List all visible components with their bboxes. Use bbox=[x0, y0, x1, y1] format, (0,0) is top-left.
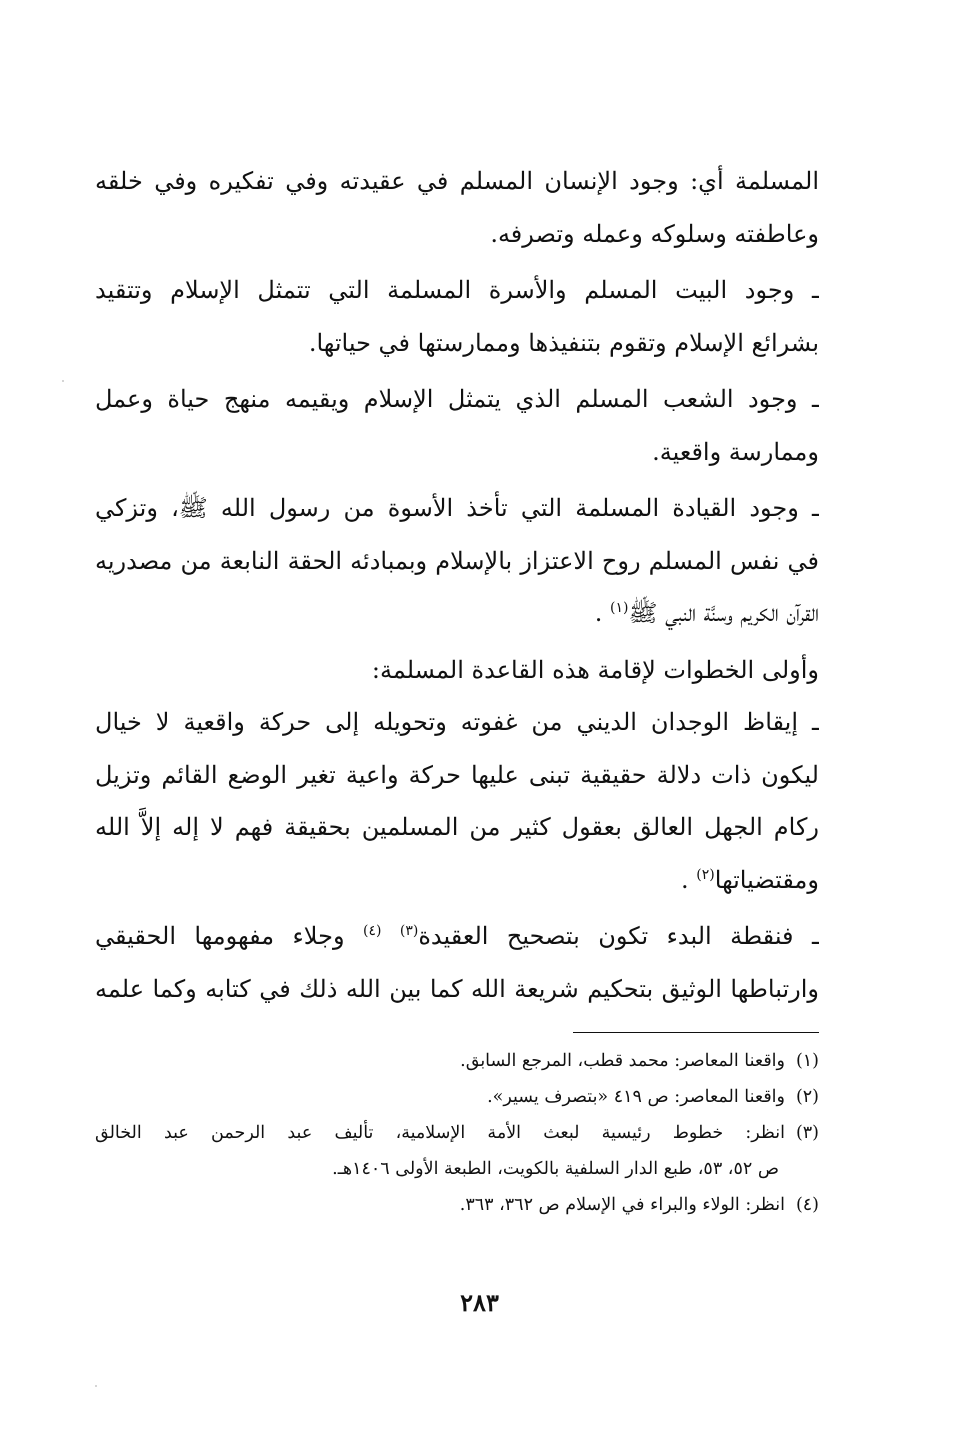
footnote-number: (١) bbox=[795, 1051, 819, 1071]
footnote-item bbox=[95, 1079, 819, 1115]
text-line: وعاطفته وسلوكه وعمله وتصرفه. bbox=[490, 219, 819, 248]
text-line: ليكون ذات دلالة حقيقية تبنى عليها حركة واعية تغير الوضع القائم وتزيل bbox=[95, 760, 819, 789]
sentence-end: . bbox=[594, 599, 603, 627]
text-line: بشرائع الإسلام وتقوم بتنفيذها وممارستها في حياتها. bbox=[308, 328, 819, 357]
footnote-number: (٤) bbox=[795, 1195, 819, 1215]
text-line: ـ وجود الشعب المسلم الذي يتمثل الإسلام ويقيمه منهج حياة وعمل bbox=[95, 385, 819, 413]
text-line: في نفس المسلم روح الاعتزاز بالإسلام وبمبادئه الحقة النابعة من مصدريه bbox=[95, 546, 819, 575]
text-line: وممارسة واقعية. bbox=[652, 437, 819, 466]
footnote-text: انظر: خطوط رئيسية لبعث الأمة الإسلامية، تأليف عبد الرحمن عبد الخالق bbox=[95, 1123, 785, 1143]
text-line: ركام الجهل العالق بعقول كثير من المسلمين بحقيقة فهم لا إله إلاَّ الله bbox=[95, 813, 819, 841]
footnote-item bbox=[95, 1115, 819, 1151]
text-line bbox=[95, 587, 819, 640]
text-line: ـ وجود البيت المسلم والأسرة المسلمة التي تتمثل الإسلام وتتقيد bbox=[95, 276, 819, 304]
text-fragment: وجلاء مفهومها الحقيقي bbox=[95, 922, 345, 950]
footnote-text: انظر: الولاء والبراء في الإسلام ص ٣٦٢، ٣٦٣. bbox=[459, 1195, 785, 1215]
text-line: وارتباطها الوثيق بتحكيم شريعة الله كما بين الله ذلك في كتابه وكما علمه bbox=[95, 974, 819, 1003]
footnote-continuation bbox=[95, 1151, 819, 1187]
footnote-number: (٢) bbox=[795, 1087, 819, 1107]
footnote-text: واقعنا المعاصر: ص ٤١٩ «بتصرف يسير». bbox=[487, 1087, 785, 1107]
footnote-separator bbox=[573, 1032, 819, 1033]
text-line bbox=[95, 854, 819, 907]
text-line bbox=[95, 910, 819, 963]
footnote-ref-4[interactable]: (٤) bbox=[362, 923, 382, 939]
footnote-number: (٣) bbox=[795, 1123, 819, 1143]
footnote-item bbox=[95, 1043, 819, 1079]
footnote-item bbox=[95, 1187, 819, 1223]
scan-speck bbox=[95, 1385, 97, 1387]
text-fragment: ومقتضياتها bbox=[714, 865, 819, 894]
sentence-end: . bbox=[681, 865, 689, 894]
footnote-ref-1[interactable]: (١) bbox=[609, 600, 629, 616]
text-line: ـ وجود القيادة المسلمة التي تأخذ الأسوة من رسول الله ﷺ، وتزكي bbox=[95, 494, 819, 522]
footnotes bbox=[95, 1043, 819, 1223]
text-fragment: القرآن الكريم وسنَّة النبي ﷺ bbox=[628, 599, 819, 627]
footnote-text: واقعنا المعاصر: محمد قطب، المرجع السابق. bbox=[460, 1051, 785, 1071]
text-line: وأولى الخطوات لإقامة هذه القاعدة المسلمة: bbox=[371, 655, 819, 684]
main-text bbox=[95, 155, 819, 1015]
footnote-ref-2[interactable]: (٢) bbox=[696, 866, 715, 883]
scan-speck bbox=[62, 380, 64, 382]
text-fragment: ـ فنقطة البدء تكون بتصحيح العقيدة bbox=[418, 922, 819, 950]
footnote-text: ص ٥٢، ٥٣، طبع الدار السلفية بالكويت، الطبعة الأولى ١٤٠٦هـ. bbox=[332, 1159, 779, 1179]
page-number: ٢٨٣ bbox=[460, 1288, 499, 1317]
text-line: المسلمة أي: وجود الإنسان المسلم في عقيدته وفي تفكيره وفي خلقه bbox=[95, 167, 819, 195]
footnote-ref-3[interactable]: (٣) bbox=[399, 923, 419, 939]
text-line: ـ إيقاظ الوجدان الديني من غفوته وتحويله إلى حركة واقعية لا خيال bbox=[95, 708, 819, 736]
